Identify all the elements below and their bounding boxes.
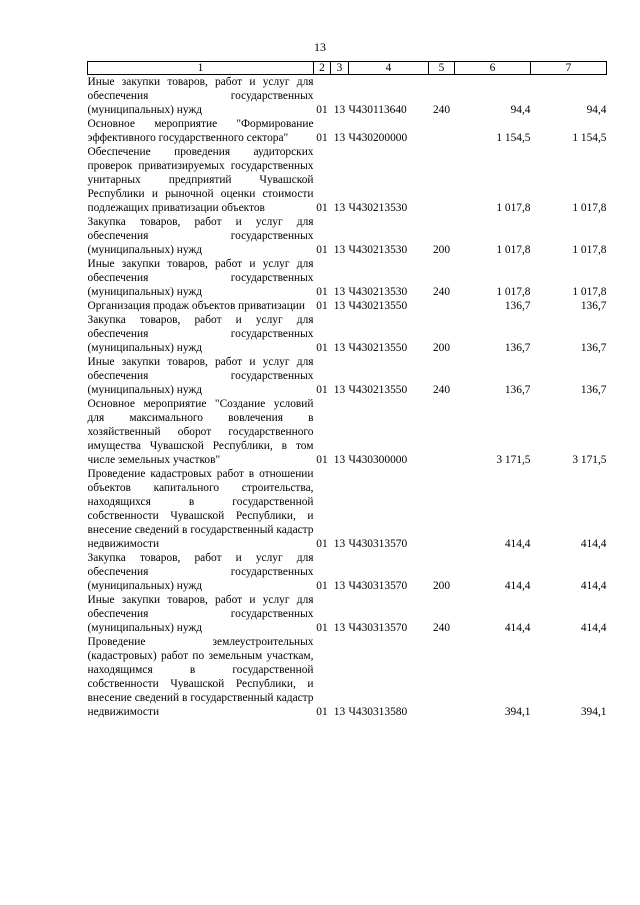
table-body [88,75,607,720]
row-expense-type: 200 [432,244,451,256]
row-sum-1: 1 017,8 [496,244,531,256]
table-row [88,313,607,355]
row-expense-type [429,397,455,467]
row-sum-1: 414,4 [504,580,531,592]
row-subsection: 13 [333,132,346,144]
row-target-article: Ч430213530 [348,202,408,214]
row-sum-2: 414,4 [580,580,607,592]
row-target-article: Ч430200000 [348,132,408,144]
row-sum-2: 1 017,8 [572,202,607,214]
row-subsection: 13 [333,300,346,312]
row-name: Закупка товаров, работ и услуг для обеспечения государственных (муниципальных) нужд [87,216,314,256]
row-sum-1: 3 171,5 [496,454,531,466]
header-col-1: 1 [88,62,314,75]
row-expense-type: 240 [432,622,451,634]
row-sum-1: 414,4 [504,538,531,550]
row-expense-type [429,467,455,551]
row-section: 01 [316,538,328,550]
row-section: 01 [316,342,328,354]
row-target-article: Ч430213530 [348,286,408,298]
row-sum-2: 414,4 [580,622,607,634]
row-target-article: Ч430313570 [348,622,408,634]
table-row [88,355,607,397]
row-expense-type: 200 [432,342,451,354]
row-sum-2: 1 154,5 [572,132,607,144]
row-section: 01 [316,300,328,312]
row-name: Закупка товаров, работ и услуг для обеспечения государственных (муниципальных) нужд [87,314,314,354]
row-target-article: Ч430300000 [348,454,408,466]
row-sum-2: 3 171,5 [572,454,607,466]
row-name: Иные закупки товаров, работ и услуг для обеспечения государственных (муниципальных) нужд [87,594,314,634]
page-number: 13 [314,40,326,54]
row-expense-type [429,299,455,313]
row-target-article: Ч430313570 [348,538,408,550]
row-subsection: 13 [333,580,346,592]
table-row [88,215,607,257]
header-col-5: 5 [429,62,455,75]
row-section: 01 [316,104,328,116]
row-target-article: Ч430213530 [348,244,408,256]
row-sum-2: 1 017,8 [572,286,607,298]
table-row [88,551,607,593]
row-target-article: Ч430213550 [348,384,408,396]
header-col-7: 7 [531,62,607,75]
row-subsection: 13 [333,706,346,718]
row-name: Закупка товаров, работ и услуг для обеспечения государственных (муниципальных) нужд [87,552,314,592]
row-sum-1: 414,4 [504,622,531,634]
row-name: Иные закупки товаров, работ и услуг для обеспечения государственных (муниципальных) нужд [87,76,314,116]
header-col-2: 2 [314,62,331,75]
row-subsection: 13 [333,202,346,214]
row-target-article: Ч430113640 [348,104,407,116]
header-col-3: 3 [331,62,349,75]
table-row [88,145,607,215]
row-name: Проведение землеустроительных (кадастровых) работ по земельным участкам, находящимся в государственной собственности Чувашской Республики, и внесение сведений в государственный кадастр недвижимости [87,636,314,718]
row-expense-type [429,635,455,719]
row-expense-type [429,145,455,215]
table-row [88,397,607,467]
row-section: 01 [316,286,328,298]
row-name: Обеспечение проведения аудиторских проверок приватизируемых государственных унитарных предприятий Чувашской Республики и рыночной оценки стоимости подлежащих приватизации объектов [87,146,314,214]
header-col-6: 6 [455,62,531,75]
row-expense-type: 240 [432,384,451,396]
row-expense-type: 240 [432,286,451,298]
row-sum-1: 394,1 [504,706,531,718]
row-expense-type: 240 [432,104,451,116]
row-name: Проведение кадастровых работ в отношении объектов капитального строительства, находящихся в государственной собственности Чувашской Республики, и внесение сведений в государственный кадастр недвижимости [87,468,314,550]
row-sum-1: 136,7 [504,300,531,312]
row-section: 01 [316,202,328,214]
row-expense-type: 200 [432,580,451,592]
row-name: Иные закупки товаров, работ и услуг для обеспечения государственных (муниципальных) нужд [87,356,314,396]
row-subsection: 13 [333,244,346,256]
row-sum-2: 136,7 [580,342,607,354]
row-target-article: Ч430313570 [348,580,408,592]
table-row [88,467,607,551]
row-section: 01 [316,580,328,592]
row-name: Основное мероприятие "Создание условий для максимального вовлечения в хозяйственный оборот государственного имущества Чувашской Республики, в том числе земельных участков" [87,398,314,466]
row-sum-1: 1 154,5 [496,132,531,144]
row-section: 01 [316,454,328,466]
row-subsection: 13 [333,104,346,116]
row-sum-2: 414,4 [580,538,607,550]
table-row [88,635,607,719]
table-row [88,117,607,145]
row-subsection: 13 [333,384,346,396]
row-section: 01 [316,132,328,144]
budget-table [87,61,607,719]
row-subsection: 13 [333,538,346,550]
row-subsection: 13 [333,454,346,466]
row-name: Основное мероприятие "Формирование эффективного государственного сектора" [87,118,314,144]
row-section: 01 [316,622,328,634]
row-section: 01 [316,384,328,396]
row-subsection: 13 [333,622,346,634]
row-target-article: Ч430213550 [348,300,408,312]
row-target-article: Ч430313580 [348,706,408,718]
row-section: 01 [316,706,328,718]
row-sum-2: 136,7 [580,300,607,312]
row-expense-type [429,117,455,145]
table-row [88,75,607,118]
table-row [88,257,607,299]
row-sum-2: 94,4 [586,104,607,116]
row-subsection: 13 [333,342,346,354]
row-sum-2: 136,7 [580,384,607,396]
row-sum-1: 1 017,8 [496,286,531,298]
row-section: 01 [316,244,328,256]
row-name: Иные закупки товаров, работ и услуг для обеспечения государственных (муниципальных) нужд [87,258,314,298]
row-sum-2: 1 017,8 [572,244,607,256]
row-sum-1: 136,7 [504,342,531,354]
header-col-4: 4 [349,62,429,75]
row-name: Организация продаж объектов приватизации [87,300,305,312]
row-sum-2: 394,1 [580,706,607,718]
row-target-article: Ч430213550 [348,342,408,354]
table-header-row [88,62,607,75]
table-row [88,299,607,313]
row-sum-1: 136,7 [504,384,531,396]
table-row [88,593,607,635]
row-subsection: 13 [333,286,346,298]
row-sum-1: 1 017,8 [496,202,531,214]
row-sum-1: 94,4 [510,104,531,116]
